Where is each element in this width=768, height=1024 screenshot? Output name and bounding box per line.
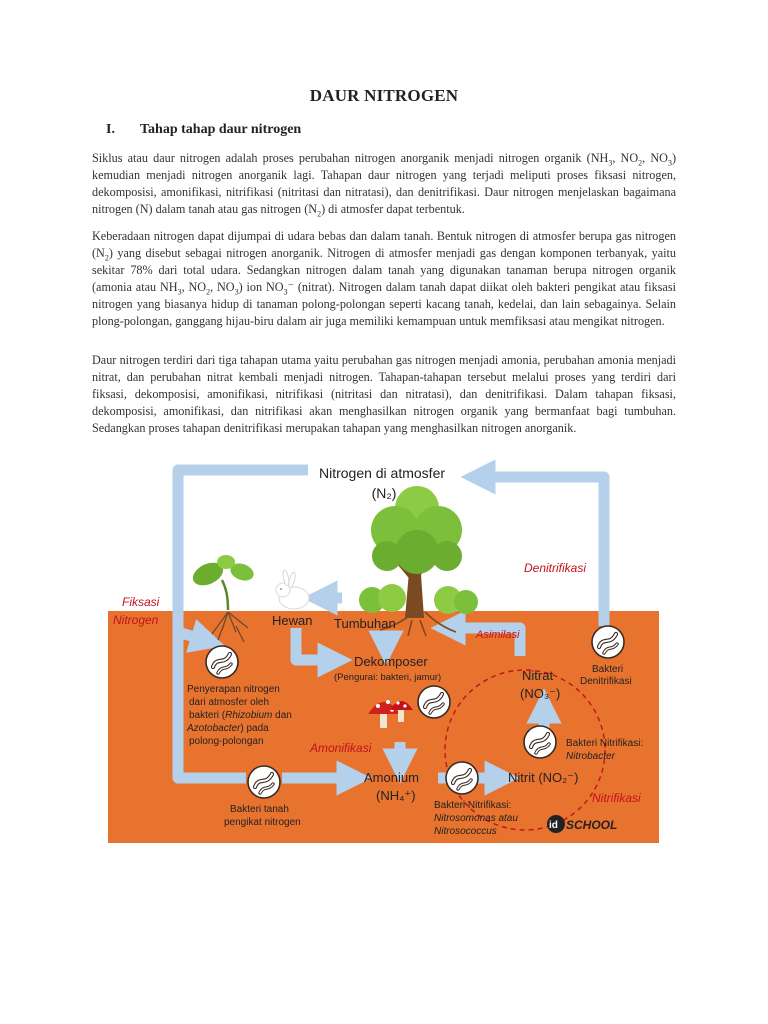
ammonium-label: Amonium	[364, 770, 419, 785]
animal-label: Hewan	[272, 613, 313, 628]
nitrosomonas-label-3: Nitrosococcus	[434, 826, 497, 837]
fixation-desc-3: bakteri (Rhizobium dan	[189, 710, 292, 721]
decomposer-sub: (Pengurai: bakteri, jamur)	[334, 672, 442, 683]
subscript: 2	[317, 209, 322, 219]
bacteria-icon-denitrification	[592, 626, 624, 658]
plant-label: Tumbuhan	[334, 616, 396, 631]
denitrification-arrow	[478, 477, 604, 626]
fixation-desc-5: polong-polongan	[189, 736, 264, 747]
text-run: Siklus atau daur nitrogen adalah proses perubahan nitrogen anorganik menjadi nitrogen organik (NH	[92, 151, 609, 165]
nitrate-label: Nitrat	[522, 668, 554, 683]
subscript: 3	[667, 158, 672, 168]
subscript: 2	[638, 158, 643, 168]
soil-bacteria-label: Bakteri tanah	[230, 804, 289, 815]
text-run: ) di atmosfer dapat terbentuk.	[321, 202, 465, 216]
denitrification-label: Denitrifikasi	[524, 561, 587, 575]
nitrate-formula: (NO₃⁻)	[520, 686, 561, 701]
subscript: 2	[104, 253, 109, 263]
fixation-label-2: Nitrogen	[113, 613, 159, 627]
text-run: ⁻ (nitrat). Nitrogen dalam tanah dapat diikat oleh bakteri pengikat atau fiksasi nitrogen yang biasanya hidup di tanaman polong-polongan seperti kacang tanah, kedelai, dan lain sebagainya. Selain plong-polongan, ganggang hijau-biru dalam air juga memiliki kemampuan untuk memfiksasi atau mengikat nitrogen.	[92, 280, 676, 328]
rabbit-icon	[276, 570, 309, 609]
text-run: , NO	[210, 280, 235, 294]
denitrification-bacteria-label-2: Denitrifikasi	[580, 676, 632, 687]
nitrite-label: Nitrit (NO₂⁻)	[508, 770, 579, 785]
ammonification-label: Amonifikasi	[310, 741, 372, 755]
text-run: , NO	[181, 280, 207, 294]
text-run: Keberadaan nitrogen dapat dijumpai di udara bebas dan dalam tanah. Bentuk nitrogen di atmosfer berupa gas nitrogen (N	[92, 229, 676, 260]
assimilation-label: Asimilasi	[476, 629, 520, 641]
subscript: 3	[608, 158, 613, 168]
text-run: , NO	[612, 151, 639, 165]
atmosphere-title: Nitrogen di atmosfer	[318, 465, 446, 481]
nitrobacter-label-2: Nitrobacter	[566, 751, 615, 762]
bacteria-icon-decomposer	[418, 686, 450, 718]
subscript: 3	[234, 287, 239, 297]
bacteria-icon-fixation	[206, 646, 238, 678]
nitrobacter-label: Bakteri Nitrifikasi:	[566, 738, 644, 749]
nitrosomonas-label: Bakteri Nitrifikasi:	[434, 800, 512, 811]
subscript: 3	[177, 287, 182, 297]
idschool-logo	[547, 815, 617, 833]
fixation-desc-1: Penyerapan nitrogen	[187, 684, 280, 695]
bacteria-icon-nitrobacter	[524, 726, 556, 758]
bacteria-icon-soil	[248, 766, 280, 798]
text-run: ) ion NO	[238, 280, 284, 294]
denitrification-bacteria-label: Bakteri	[592, 664, 624, 675]
section-title: Tahap tahap daur nitrogen	[140, 122, 302, 137]
text-run: ) kemudian menjadi nitrogen anorganik lagi. Tahapan daur nitrogen yang terjadi meliputi proses fiksasi nitrogen, dekomposisi, amonifikasi, nitrifikasi (nitritasi dan nitratasi), dan denitrifikasi. Daur nitrogen menjelaskan bagaimana nitrogen (N) dalam tanah atau gas nitrogen (N	[92, 151, 676, 216]
atmosphere-formula: (N₂)	[371, 485, 397, 501]
text-run: , NO	[642, 151, 668, 165]
subscript: 2	[206, 287, 211, 297]
logo-school: SCHOOL	[566, 818, 618, 832]
document-title: DAUR NITROGEN	[309, 86, 459, 105]
section-number: I.	[106, 122, 115, 137]
text-run: ) yang disebut sebagai nitrogen anorganik. Nitrogen di atmosfer menjadi gas dengan komponen terbanyak, yaitu sekitar 78% dari total udara. Sedangkan nitrogen dalam tanah yang digunakan tanaman berupa nitrogen organik (amonia atau NH	[92, 246, 676, 294]
subscript: 3	[283, 287, 288, 297]
ammonium-formula: (NH₄⁺)	[376, 788, 416, 803]
decomposer-label: Dekomposer	[354, 654, 428, 669]
fixation-label: Fiksasi	[122, 595, 160, 609]
nitrosomonas-label-2: Nitrosomonas atau	[434, 813, 518, 824]
soil-bacteria-label-2: pengikat nitrogen	[224, 817, 301, 828]
nitrification-label: Nitrifikasi	[592, 791, 641, 805]
logo-id: id	[549, 820, 558, 831]
fixation-desc-4: Azotobacter) pada	[187, 723, 269, 734]
text-run: Daur nitrogen terdiri dari tiga tahapan utama yaitu perubahan gas nitrogen menjadi amonia, perubahan amonia menjadi nitrat, dan perubahan nitrat kembali menjadi nitrogen. Tahapan-tahapan tersebut melalui proses yang terdiri dari fiksasi, dekomposisi, amonifikasi, nitrifikasi (nitritasi dan nitratasi), dan denitrifikasi. Dalam tahapan fiksasi, dekomposisi, amonifikasi, dan nitrifikasi akan menghasilkan nitrogen organik yang bermanfaat bagi tumbuhan. Sedangkan proses tahapan denitrifikasi merupakan tahapan yang menghasilkan nitrogen anorganik.	[92, 353, 676, 435]
bacteria-icon-nitrosomonas	[446, 762, 478, 794]
fixation-desc-2: dari atmosfer oleh	[189, 697, 270, 708]
